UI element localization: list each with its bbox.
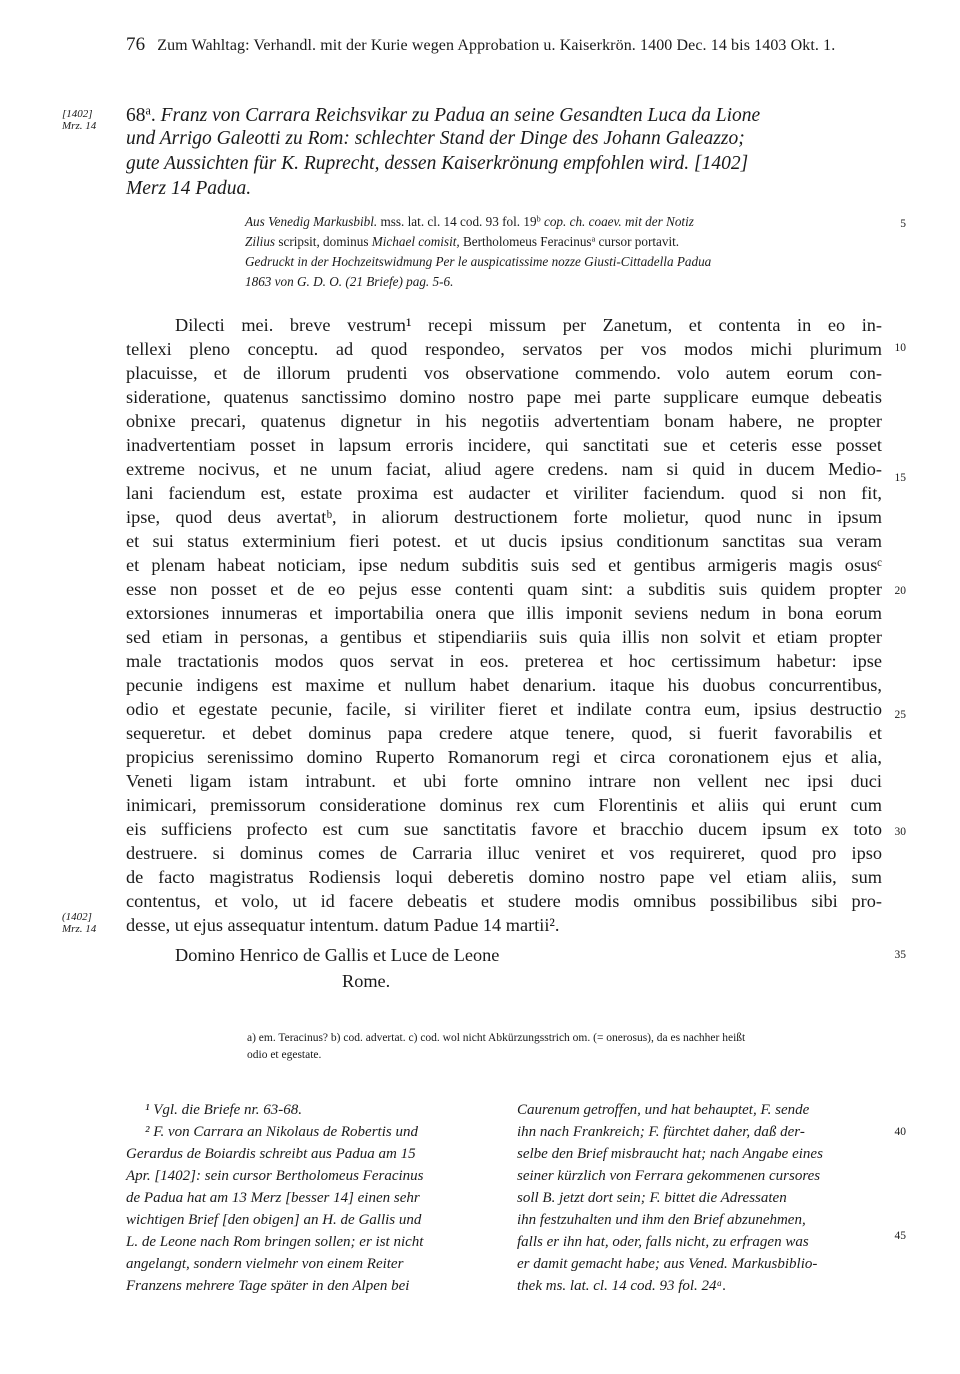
line-number: 15 (894, 472, 906, 484)
body-line: contentus, et volo, ut id facere debeatis et studere modis omnibus possibilibus sibi pro- (126, 891, 882, 911)
body-line: ipse, quod deus avertatᵇ, in aliorum destructionem forte molietur, quod nunc in ipsum (126, 507, 882, 527)
footnote-line: thek ms. lat. cl. 14 cod. 93 fol. 24ᵃ. (517, 1278, 727, 1294)
line-number: 35 (894, 949, 906, 961)
source-print: Gedruckt in der Hochzeitswidmung Per le auspicatissime nozze Giusti-Cittadella Padua (245, 254, 712, 269)
body-line: sed etiam in personas, a gentibus et stipendiariis suis quia illis non solvit et etiam propter (126, 627, 882, 647)
body-line: desse, ut ejus assequatur intentum. datum Padue 14 martii². (126, 915, 560, 935)
body-line: tellexi pleno conceptu. ad quod respondeo, servatos per vos modos michi plurimum (126, 339, 882, 359)
footnote-line: wichtigen Brief [den obigen] an H. de Gallis und (126, 1212, 422, 1228)
source-sup: a (591, 234, 596, 244)
source-archive: Aus Venedig Markusbibl. (245, 214, 378, 229)
line-number: 25 (894, 709, 906, 721)
footnote-line: de Padua hat am 13 Merz [besser 14] einen sehr (126, 1190, 420, 1206)
body-line: sideratione, quatenus sanctissimo domino nostro pape mei parte supplicare eumque debeatis (126, 387, 882, 407)
margin-date-bottom (62, 911, 96, 935)
footnote-line: ihn festzuhalten und ihm den Brief abzunehmen, (517, 1212, 806, 1228)
footnote-line: Caurenum getroffen, und hat behauptet, F. sende (517, 1102, 810, 1118)
source-shelfmark: mss. lat. cl. 14 cod. 93 fol. 19 (380, 214, 537, 229)
footnote-line: Franzens mehrere Tage später in den Alpen bei (126, 1278, 410, 1294)
footnote-line: Gerardus de Boiardis schreibt aus Padua am 15 (126, 1146, 416, 1162)
body-line: esse non posset et de eo pejus esse contenti quam sint: a subditis suis quidem propter (126, 579, 882, 599)
page-number: 76 (126, 34, 146, 55)
margin-day: Mrz. 14 (62, 923, 97, 935)
line-number: 20 (894, 585, 906, 597)
body-line: destruere. si dominus comes de Carraria illuc veniret et vos requireret, quod pro ipso (126, 843, 882, 863)
footnote-line: L. de Leone nach Rom bringen sollen; er ist nicht (126, 1234, 424, 1250)
body-line: inimicari, premissorum consideratione dominus rex cum Florentinis et aliis qui erunt cum (126, 795, 882, 815)
running-header (126, 34, 835, 56)
line-number: 10 (894, 342, 906, 354)
margin-year: [1402] (62, 108, 93, 120)
critical-note: a) em. Teracinus? b) cod. advertat. c) cod. wol nicht Abkürzungsstrich om. (= onerosus), da es nachher heißt (247, 1032, 746, 1044)
document-number-suffix: a (145, 103, 151, 118)
document-heading-line: Merz 14 Padua. (126, 178, 252, 199)
body-line: lani faciendum est, estate proxima est audacter et viriliter faciendum. quod si non fit, (126, 483, 882, 503)
source-word: cursor portavit. (598, 234, 680, 249)
body-line: et sui status exterminium fieri potest. et ut ducis ipsius conditionum sanctitas sua veram (126, 531, 882, 551)
margin-day: Mrz. 14 (62, 120, 97, 132)
heading-text: Franz von Carrara Reichsvikar zu Padua an seine Gesandten Luca da Lione (160, 105, 761, 126)
source-line (245, 212, 694, 232)
source-print: 1863 von G. D. O. (21 Briefe) pag. 5-6. (245, 274, 454, 289)
footnote-line: selbe den Brief misbraucht hat; nach Angabe eines (517, 1146, 823, 1162)
body-line: extorsiones innumeras et importabilia onera que illis imponit seviens nedum in bona eorum (126, 603, 882, 623)
line-number: 5 (900, 218, 906, 230)
line-number: 40 (894, 1126, 906, 1138)
line-number: 45 (894, 1230, 906, 1242)
source-line (245, 232, 679, 252)
document-heading-line: 68$^a$. Franz von Carrara Reichsvikar zu Padua an seine Gesandten Luca da Lione (126, 103, 761, 126)
document-number: 68 (126, 105, 146, 126)
body-line: placuisse, et de illorum prudenti vos observatione commendo. volo autem eorum con- (126, 363, 882, 383)
body-line: propicius serenissimo domino Ruperto Romanorum regi et circa coronationem ejus et alia, (126, 747, 882, 767)
margin-year: (1402] (62, 911, 92, 923)
footnote-line: falls er ihn hat, oder, falls nicht, zu erfragen was (517, 1234, 809, 1250)
body-line: et plenam habeat noticiam, ipse nedum subditis suis sed et gentibus armigeris magis osusᶜ (126, 555, 882, 575)
body-line: pecunie indigens est maxime et nullum habet denarium. itaque his duobus concurrentibus, (126, 675, 882, 695)
source-word: comisit, (418, 234, 460, 249)
body-line: odio et egestate pecunie, facile, si viriliter fieret et indilate contra eum, ipsius destructio (126, 699, 882, 719)
footnote-line: ihn nach Frankreich; F. fürchtet daher, daß der- (517, 1124, 805, 1140)
body-line: eis sufficiens profecto est cum sue sanctitatis favore et bracchio ducem ipsum ex toto (126, 819, 882, 839)
line-number: 30 (894, 826, 906, 838)
source-word: Feracinus (540, 234, 592, 249)
body-line: inadvertentiam posset in lapsum erroris incidere, qui sanctitati sue et ceteris esse posset (126, 435, 882, 455)
source-word: Michael (371, 234, 415, 249)
footnote-line: soll B. jetzt dort sein; F. bittet die Adressaten (517, 1190, 787, 1206)
body-line: sequeretur. et debet dominus papa credere atque tenere, quod, si fuerit favorabilis et (126, 723, 882, 743)
footnote-line: ² F. von Carrara an Nikolaus de Robertis und (145, 1124, 418, 1140)
running-title: Zum Wahltag: Verhandl. mit der Kurie wegen Approbation u. Kaiserkrön. 1400 Dec. 14 bis 1403 Okt. 1. (157, 37, 836, 54)
body-line: male tractationis modos quos servat in eos. preterea et hoc certissimum habetur: ipse (126, 651, 882, 671)
body-line: Veneti ligam istam intrabunt. et ubi forte omnino intrare non vellent nec ipsi duci (126, 771, 882, 791)
footnote-line: seiner kürzlich von Ferrara gekommenen cursores (517, 1168, 821, 1184)
critical-note: odio et egestate. (247, 1049, 322, 1061)
body-line: de facto magistratus Rodiensis loqui deberetis domino nostro pape vel etiam aliis, sum (126, 867, 882, 887)
body-line: extreme nocivus, et ne unum faciat, aliud agere credens. nam si quid in ducem Medio- (126, 459, 882, 479)
margin-date-top (62, 108, 96, 132)
footnote-line: Apr. [1402]: sein cursor Bertholomeus Feracinus (126, 1168, 424, 1184)
source-word: Zilius (245, 234, 276, 249)
footnote-line: ¹ Vgl. die Briefe nr. 63-68. (145, 1102, 302, 1118)
address-line: Domino Henrico de Gallis et Luce de Leone (175, 945, 500, 965)
body-line: obnixe precari, quatenus dignetur in his negotiis advertentiam bonam habere, ne propter (126, 411, 882, 431)
body-line: Dilecti mei. breve vestrum¹ recepi missum per Zanetum, et contenta in eo in- (175, 315, 882, 335)
source-sup: b (536, 214, 541, 224)
document-heading-line: gute Aussichten für K. Ruprecht, dessen Kaiserkrönung empfohlen wird. [1402] (126, 153, 749, 174)
document-heading-line: und Arrigo Galeotti zu Rom: schlechter Stand der Dinge des Johann Galeazzo; (126, 128, 745, 149)
source-note: cop. ch. coaev. mit der Notiz (543, 214, 694, 229)
footnote-line: er damit gemacht habe; aus Vened. Markusbiblio- (517, 1256, 818, 1272)
address-line: Rome. (342, 971, 391, 991)
footnote-line: angelangt, sondern vielmehr von einem Reiter (126, 1256, 404, 1272)
source-word: scripsit, dominus (278, 234, 369, 249)
source-word: Bertholomeus (463, 234, 537, 249)
